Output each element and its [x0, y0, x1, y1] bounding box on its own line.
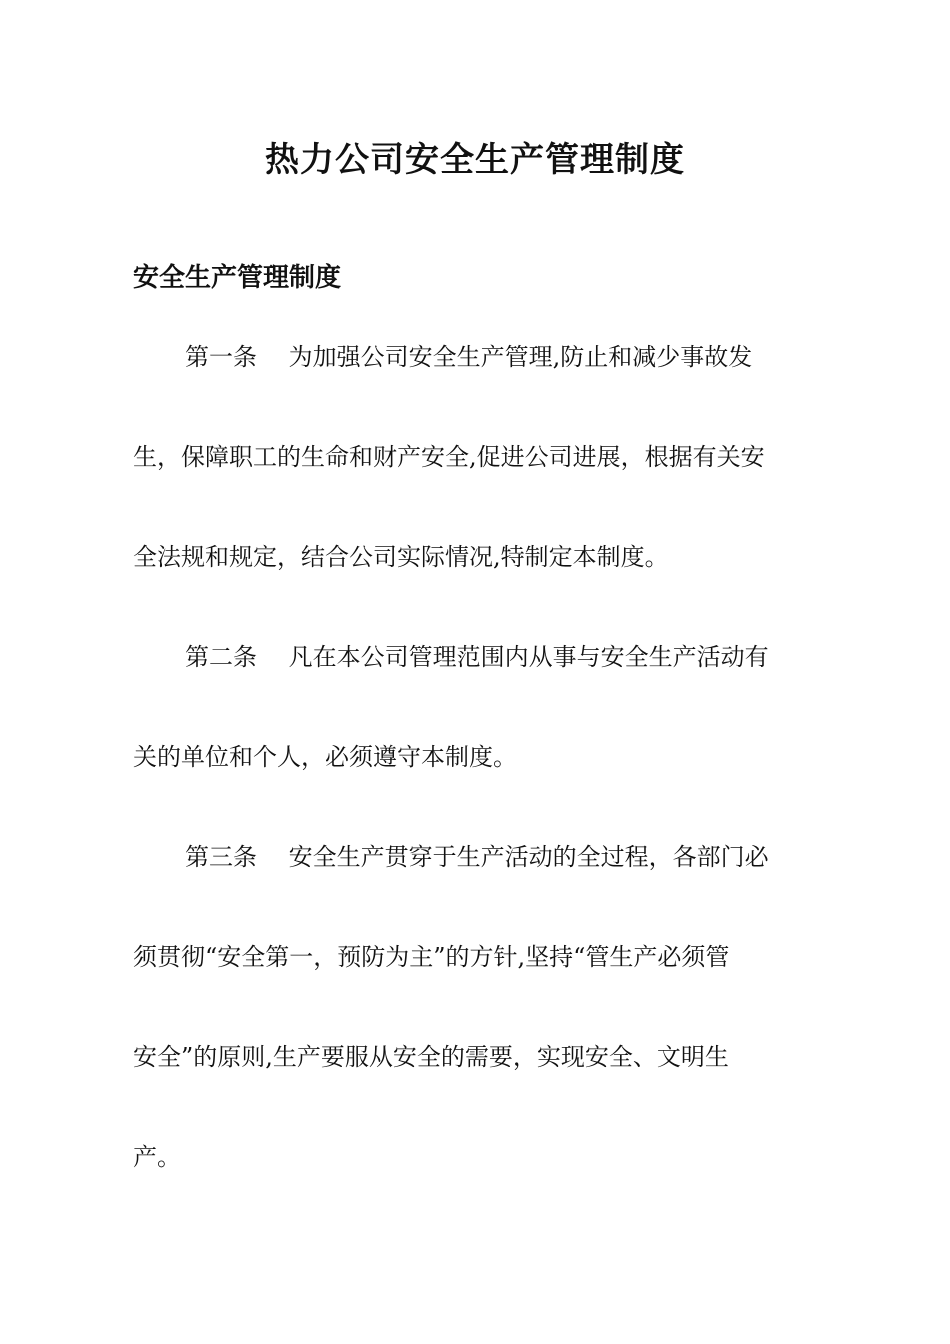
section-heading: 安全生产管理制度: [133, 263, 342, 293]
paragraph-line: 全法规和规定，结合公司实际情况,特制定本制度。: [133, 543, 669, 571]
document-title: 热力公司安全生产管理制度: [265, 140, 685, 180]
paragraph-line: 第二条 凡在本公司管理范围内从事与安全生产活动有: [185, 643, 769, 671]
paragraph-line: 须贯彻“安全第一，预防为主”的方针,坚持“管生产必须管: [133, 943, 730, 971]
paragraph-line: 关的单位和个人，必须遵守本制度。: [133, 743, 517, 771]
paragraph-line: 第一条 为加强公司安全生产管理,防止和减少事故发: [185, 343, 753, 371]
paragraph-line: 产。: [133, 1143, 181, 1171]
paragraph-line: 第三条 安全生产贯穿于生产活动的全过程，各部门必: [185, 843, 769, 871]
paragraph-line: 安全”的原则,生产要服从安全的需要，实现安全、文明生: [133, 1043, 729, 1071]
paragraph-line: 生，保障职工的生命和财产安全,促进公司进展，根据有关安: [133, 443, 765, 471]
